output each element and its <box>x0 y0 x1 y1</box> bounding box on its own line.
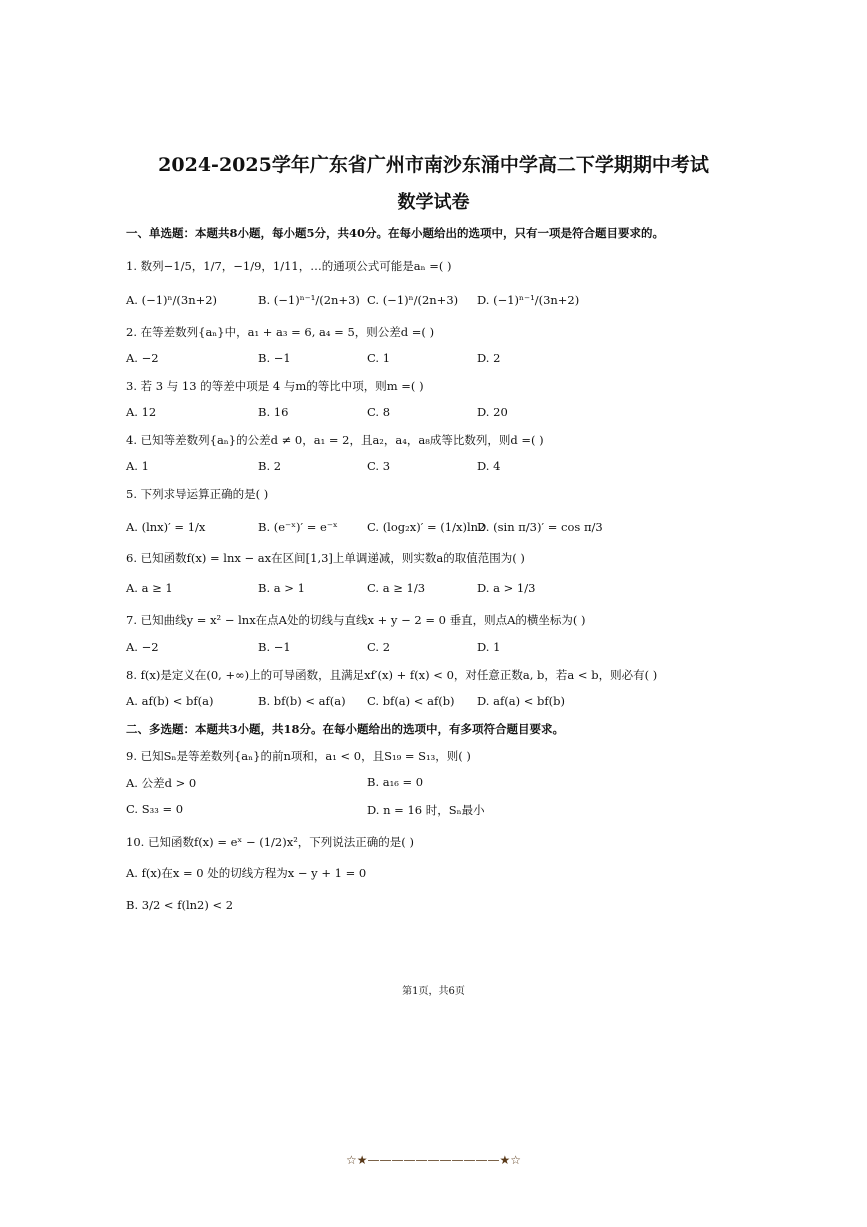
question-7-option-c: C. 2 <box>367 640 391 654</box>
question-8-option-d: D. af(a) < bf(b) <box>477 694 565 708</box>
question-10-option-a: A. f(x)在x = 0 处的切线方程为x − y + 1 = 0 <box>126 866 367 880</box>
question-5-option-d: D. (sin π/3)′ = cos π/3 <box>477 520 603 534</box>
question-2-option-c: C. 1 <box>367 351 391 365</box>
question-10-option-b: B. 3/2 < f(ln2) < 2 <box>126 898 234 912</box>
question-4-option-c: C. 3 <box>367 459 391 473</box>
question-1-option-b: B. (−1)ⁿ⁻¹/(2n+3) <box>258 293 360 307</box>
question-4-option-d: D. 4 <box>477 459 501 473</box>
question-3-option-c: C. 8 <box>367 405 391 419</box>
question-1-option-a: A. (−1)ⁿ/(3n+2) <box>126 293 218 307</box>
question-9-option-a: A. 公差d > 0 <box>126 776 197 790</box>
question-3-option-d: D. 20 <box>477 405 508 419</box>
question-9-option-b: B. a₁₆ = 0 <box>367 775 424 789</box>
question-5-option-a: A. (lnx)′ = 1/x <box>126 520 206 534</box>
question-8-option-b: B. bf(b) < af(a) <box>258 694 346 708</box>
page-title: 2024-2025学年广东省广州市南沙东涌中学高二下学期期中考试 <box>158 154 709 176</box>
question-9-stem: 9. 已知Sₙ是等差数列{aₙ}的前n项和，a₁ < 0，且S₁₉ = S₁₃，则( ) <box>126 749 471 763</box>
question-6-option-a: A. a ≥ 1 <box>126 581 173 595</box>
question-6-option-c: C. a ≥ 1/3 <box>367 581 426 595</box>
question-6-option-b: B. a > 1 <box>258 581 305 595</box>
question-2-option-d: D. 2 <box>477 351 501 365</box>
question-5-option-c: C. (log₂x)′ = (1/x)ln2 <box>367 520 486 534</box>
question-4-stem: 4. 已知等差数列{aₙ}的公差d ≠ 0，a₁ = 2，且a₂，a₄，a₈成等比数列，则d =( ) <box>126 433 544 447</box>
question-8-option-a: A. af(b) < bf(a) <box>126 694 214 708</box>
question-7-stem: 7. 已知曲线y = x² − lnx在点A处的切线与直线x + y − 2 = 0 垂直，则点A的横坐标为( ) <box>126 613 586 627</box>
question-2-option-b: B. −1 <box>258 351 291 365</box>
question-6-stem: 6. 已知函数f(x) = lnx − ax在区间[1,3]上单调递减，则实数a的取值范围为( ) <box>126 551 525 565</box>
section-heading-1: 一、单选题：本题共8小题，每小题5分，共40分。在每小题给出的选项中，只有一项是符合题目要求的。 <box>126 226 665 240</box>
question-1-stem: 1. 数列−1/5，1/7，−1/9，1/11，…的通项公式可能是aₙ =( ) <box>126 259 452 273</box>
question-4-option-a: A. 1 <box>126 459 149 473</box>
bottom-decoration: ☆★———————————★☆ <box>345 1153 522 1167</box>
question-1-option-c: C. (−1)ⁿ/(2n+3) <box>367 293 459 307</box>
question-9-option-c: C. S₃₃ = 0 <box>126 802 184 816</box>
question-3-option-a: A. 12 <box>126 405 157 419</box>
question-3-option-b: B. 16 <box>258 405 289 419</box>
question-3-stem: 3. 若 3 与 13 的等差中项是 4 与m的等比中项，则m =( ) <box>126 379 424 393</box>
question-7-option-d: D. 1 <box>477 640 501 654</box>
question-4-option-b: B. 2 <box>258 459 282 473</box>
page-footer: 第1页，共6页 <box>402 986 465 997</box>
question-7-option-b: B. −1 <box>258 640 291 654</box>
question-8-option-c: C. bf(a) < af(b) <box>367 694 455 708</box>
section-heading-2: 二、多选题：本题共3小题，共18分。在每小题给出的选项中，有多项符合题目要求。 <box>126 722 565 736</box>
question-8-stem: 8. f(x)是定义在(0, +∞)上的可导函数，且满足xf′(x) + f(x) < 0，对任意正数a, b，若a < b，则必有( ) <box>126 668 658 682</box>
page-subtitle: 数学试卷 <box>397 192 470 213</box>
question-10-stem: 10. 已知函数f(x) = eˣ − (1/2)x²，下列说法正确的是( ) <box>126 835 414 849</box>
question-7-option-a: A. −2 <box>126 640 159 654</box>
question-2-stem: 2. 在等差数列{aₙ}中，a₁ + a₃ = 6, a₄ = 5，则公差d =( ) <box>126 325 435 339</box>
question-6-option-d: D. a > 1/3 <box>477 581 536 595</box>
question-5-option-b: B. (e⁻ˣ)′ = e⁻ˣ <box>258 520 338 534</box>
question-9-option-d: D. n = 16 时，Sₙ最小 <box>367 803 485 817</box>
question-5-stem: 5. 下列求导运算正确的是( ) <box>126 487 269 501</box>
question-2-option-a: A. −2 <box>126 351 159 365</box>
question-1-option-d: D. (−1)ⁿ⁻¹/(3n+2) <box>477 293 580 307</box>
